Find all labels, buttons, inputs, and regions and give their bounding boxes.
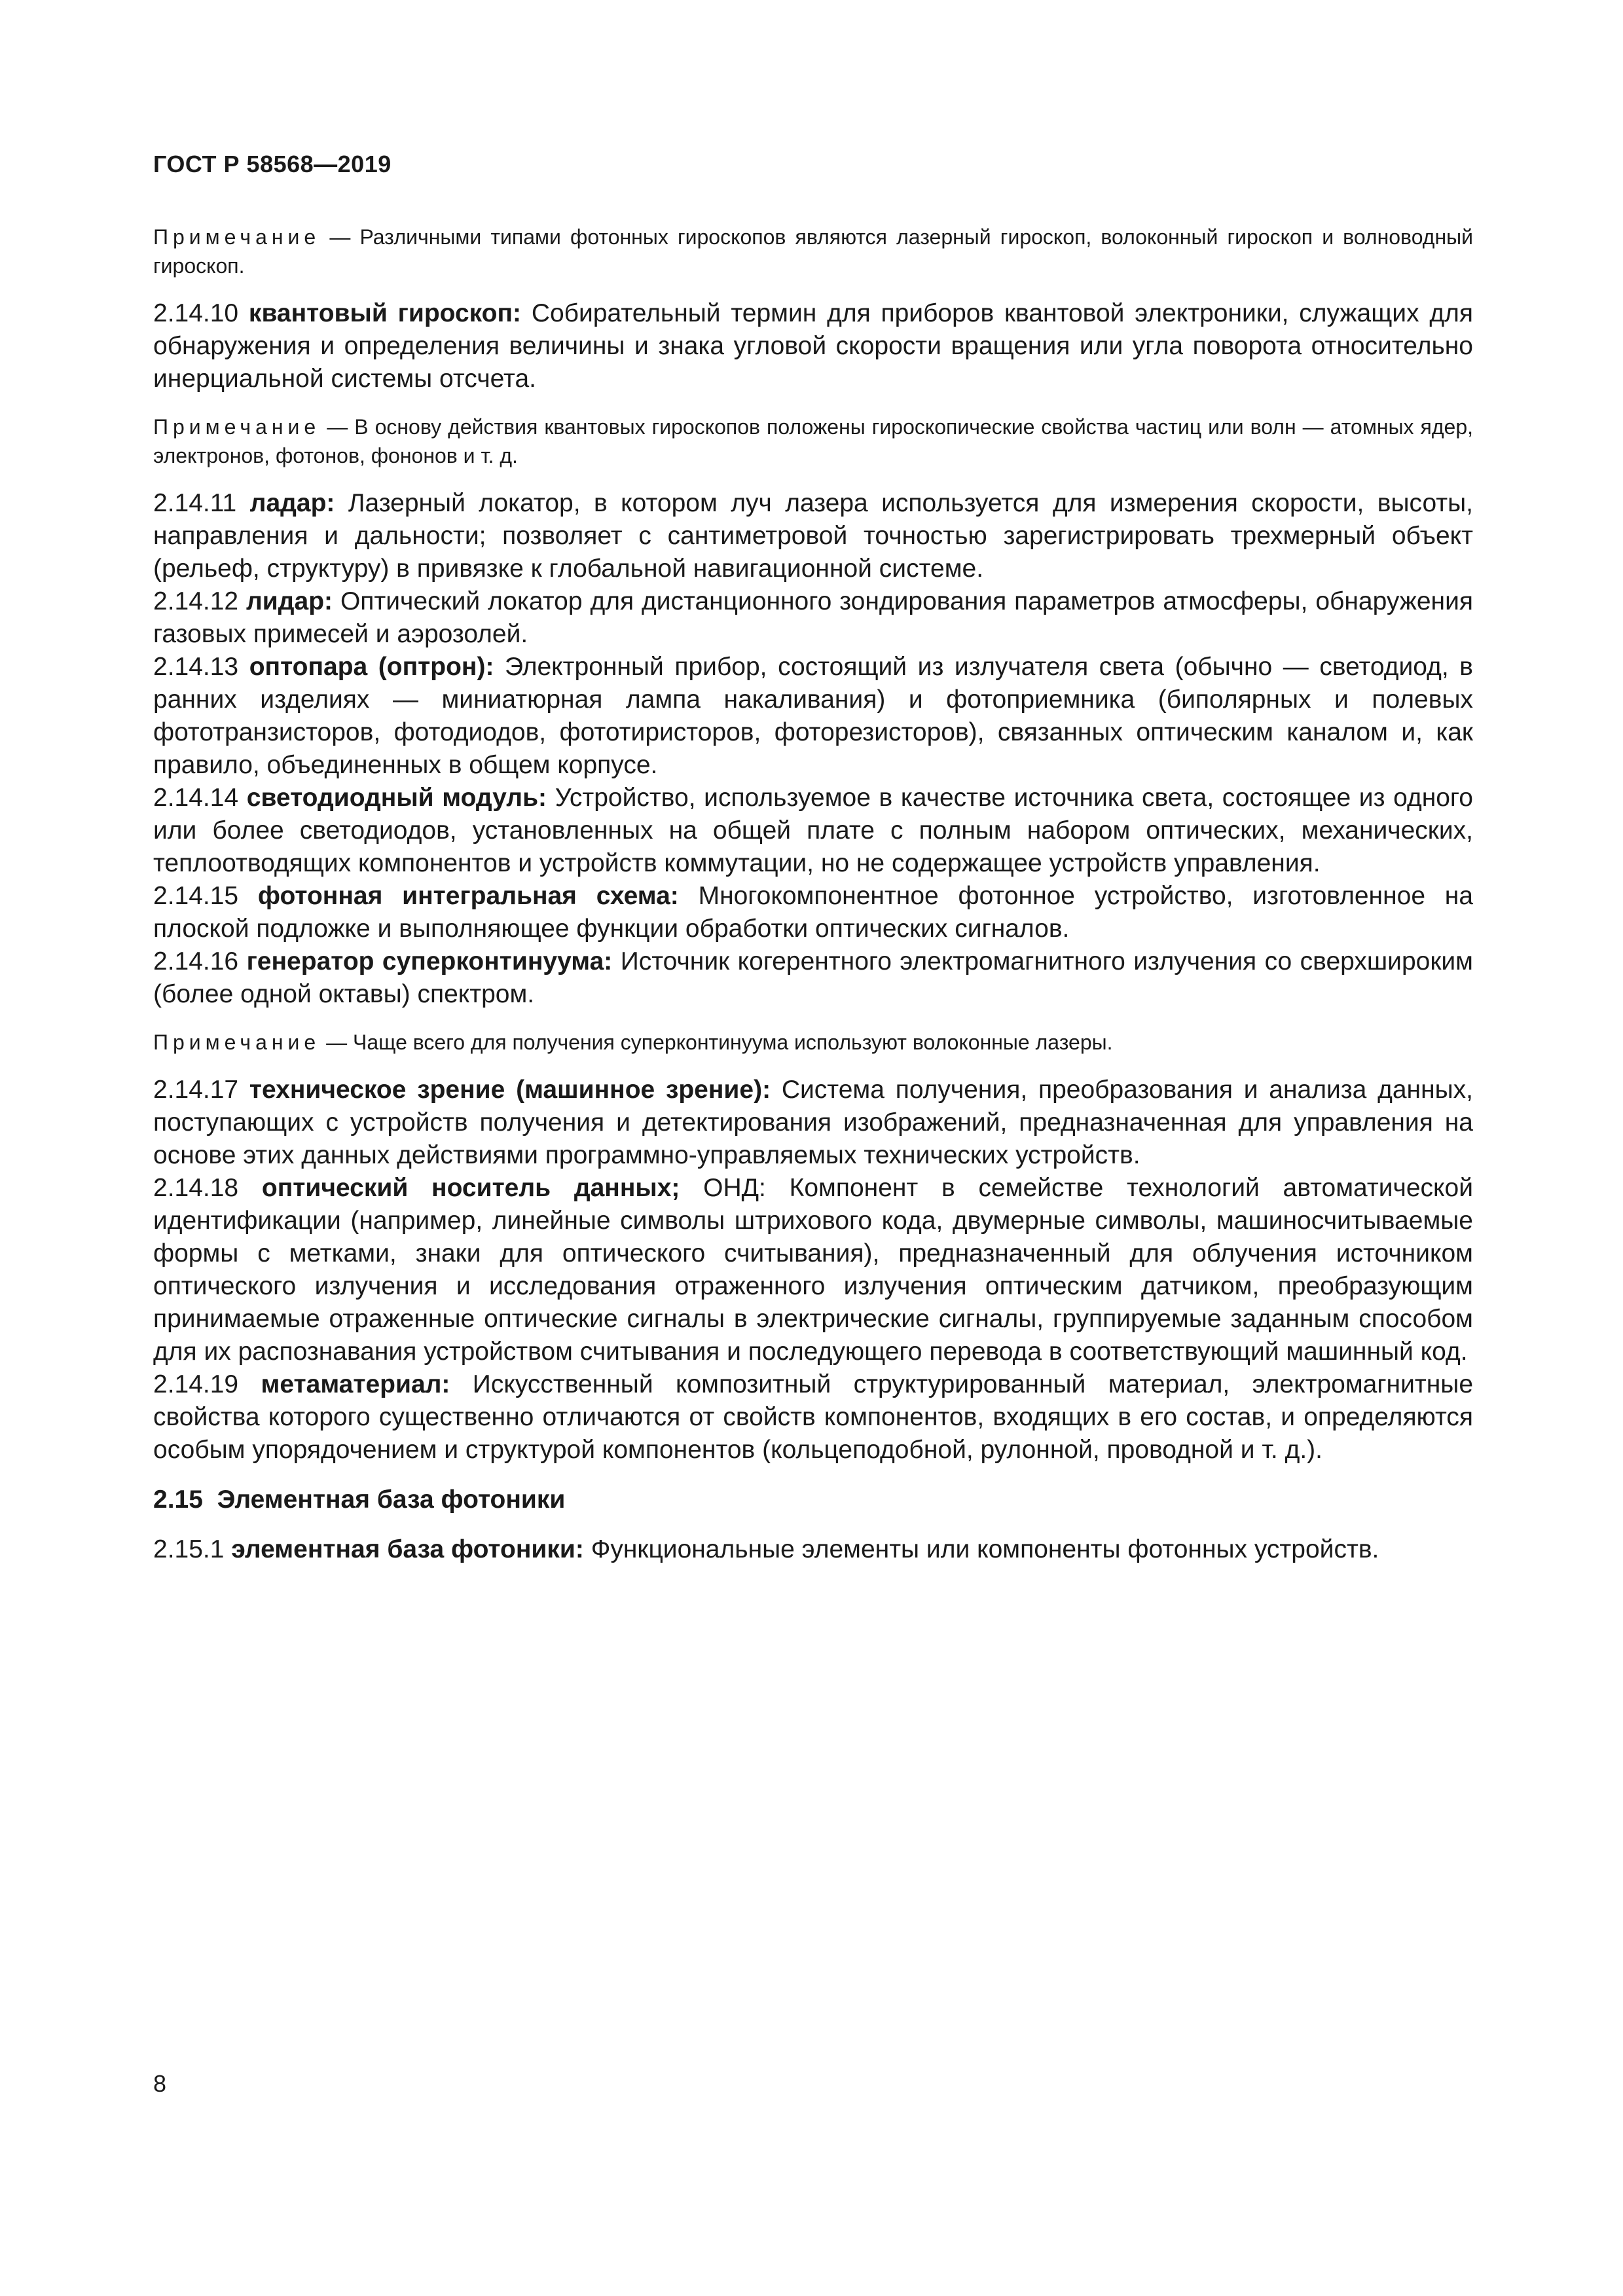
term-entry bbox=[153, 1172, 1473, 1368]
term-definition: Функциональные элементы или компоненты фотонных устройств. bbox=[591, 1535, 1379, 1563]
note-block bbox=[153, 1028, 1473, 1057]
page-number: 8 bbox=[153, 2070, 167, 2097]
term-name: метаматериал: bbox=[261, 1370, 450, 1398]
section-title: Элементная база фотоники bbox=[217, 1485, 566, 1514]
note-label: Примечание bbox=[153, 225, 321, 249]
term-name: квантовый гироскоп: bbox=[248, 299, 522, 327]
term-entry bbox=[153, 782, 1473, 880]
term-number: 2.14.14 bbox=[153, 784, 239, 812]
section-number: 2.15 bbox=[153, 1485, 203, 1514]
note-block bbox=[153, 412, 1473, 470]
term-number: 2.14.19 bbox=[153, 1370, 239, 1398]
term-number: 2.14.18 bbox=[153, 1174, 239, 1202]
term-entry bbox=[153, 487, 1473, 585]
term-entry bbox=[153, 1368, 1473, 1467]
document-page bbox=[153, 0, 1473, 2296]
term-name: лидар: bbox=[246, 587, 333, 615]
term-number: 2.15.1 bbox=[153, 1535, 225, 1563]
section-heading bbox=[153, 1484, 1473, 1516]
note-text: — В основу действия квантовых гироскопов положены гироскопические свойства частиц или волн — атомных ядер, электронов, фотонов, фононов и т. д. bbox=[153, 415, 1474, 467]
term-entry bbox=[153, 585, 1473, 651]
term-name: оптопара (оптрон): bbox=[249, 653, 494, 681]
note-label: Примечание bbox=[153, 1030, 321, 1054]
term-name: техническое зрение (машинное зрение): bbox=[249, 1076, 771, 1104]
term-entry bbox=[153, 297, 1473, 395]
note-text: — Различными типами фотонных гироскопов являются лазерный гироскоп, волоконный гироскоп и волноводный гироскоп. bbox=[153, 225, 1473, 278]
term-name: фотонная интегральная схема: bbox=[257, 882, 679, 910]
term-name: элементная база фотоники: bbox=[231, 1535, 584, 1563]
term-entry bbox=[153, 1074, 1473, 1172]
term-definition: Многокомпонентное фотонное устройство, изготовленное на плоской подложке и выполняющее функции обработки оптических сигналов. bbox=[153, 882, 1474, 943]
note-text: — Чаще всего для получения суперконтинуума используют волоконные лазеры. bbox=[326, 1030, 1113, 1054]
note-block bbox=[153, 223, 1473, 280]
term-entry bbox=[153, 945, 1473, 1011]
term-name: светодиодный модуль: bbox=[246, 784, 547, 812]
term-number: 2.14.13 bbox=[153, 653, 239, 681]
term-definition: ОНД: Компонент в семействе технологий автоматической идентификации (например, линейные символы штрихового кода, двумерные символы, машиносчитываемые формы с метками, знаки для оптического считывания), предназначенный для облучения источником оптического излучения и исследования отраженного излучения оптическим датчиком, преобразующим принимаемые отраженные оптические сигналы в электрические сигналы, группируемые заданным способом для их распознавания устройством считывания и последующего перевода в соответствующий машинный код. bbox=[153, 1174, 1473, 1366]
term-definition: Источник когерентного электромагнитного излучения со сверхшироким (более одной октавы) спектром. bbox=[153, 947, 1473, 1008]
term-name: ладар: bbox=[249, 489, 335, 517]
term-number: 2.14.17 bbox=[153, 1076, 239, 1104]
note-label: Примечание bbox=[153, 415, 321, 439]
term-name: генератор суперконтинуума: bbox=[246, 947, 613, 975]
document-body bbox=[153, 223, 1473, 1566]
term-entry bbox=[153, 880, 1473, 945]
term-number: 2.14.16 bbox=[153, 947, 239, 975]
term-definition: Система получения, преобразования и анализа данных, поступающих с устройств получения и детектирования изображений, предназначенная для управления на основе этих данных действиями программно-управляемых технических устройств. bbox=[153, 1076, 1473, 1169]
document-header: ГОСТ Р 58568—2019 bbox=[153, 151, 392, 177]
term-entry bbox=[153, 651, 1473, 782]
term-number: 2.14.12 bbox=[153, 587, 239, 615]
term-number: 2.14.15 bbox=[153, 882, 239, 910]
term-definition: Лазерный локатор, в котором луч лазера используется для измерения скорости, высоты, направления и дальности; позволяет с сантиметровой точностью зарегистрировать трехмерный объект (рельеф, структуру) в привязке к глобальной навигационной системе. bbox=[153, 489, 1474, 583]
term-definition: Собирательный термин для приборов квантовой электроники, служащих для обнаружения и определения величины и знака угловой скорости вращения или угла поворота относительно инерциальной системы отсчета. bbox=[153, 299, 1474, 393]
term-entry bbox=[153, 1533, 1473, 1566]
term-definition: Искусственный композитный структурированный материал, электромагнитные свойства которого существенно отличаются от свойств компонентов, входящих в его состав, и определяются особым упорядочением и структурой компонентов (кольцеподобной, рулонной, проводной и т. д.). bbox=[153, 1370, 1474, 1464]
term-definition: Оптический локатор для дистанционного зондирования параметров атмосферы, обнаружения газовых примесей и аэрозолей. bbox=[153, 587, 1473, 648]
term-definition: Устройство, используемое в качестве источника света, состоящее из одного или более светодиодов, установленных на общей плате с полным набором оптических, механических, теплоотводящих компонентов и устройств коммутации, но не содержащее устройств управления. bbox=[153, 784, 1473, 877]
term-name: оптический носитель данных; bbox=[261, 1174, 680, 1202]
term-number: 2.14.11 bbox=[153, 489, 237, 517]
term-definition: Электронный прибор, состоящий из излучателя света (обычно — светодиод, в ранних изделиях — миниатюрная лампа накаливания) и фотоприемника (биполярных и полевых фототранзисторов, фотодиодов, фототиристоров, фоторезисторов), связанных оптическим каналом и, как правило, объединенных в общем корпусе. bbox=[153, 653, 1473, 779]
term-number: 2.14.10 bbox=[153, 299, 239, 327]
